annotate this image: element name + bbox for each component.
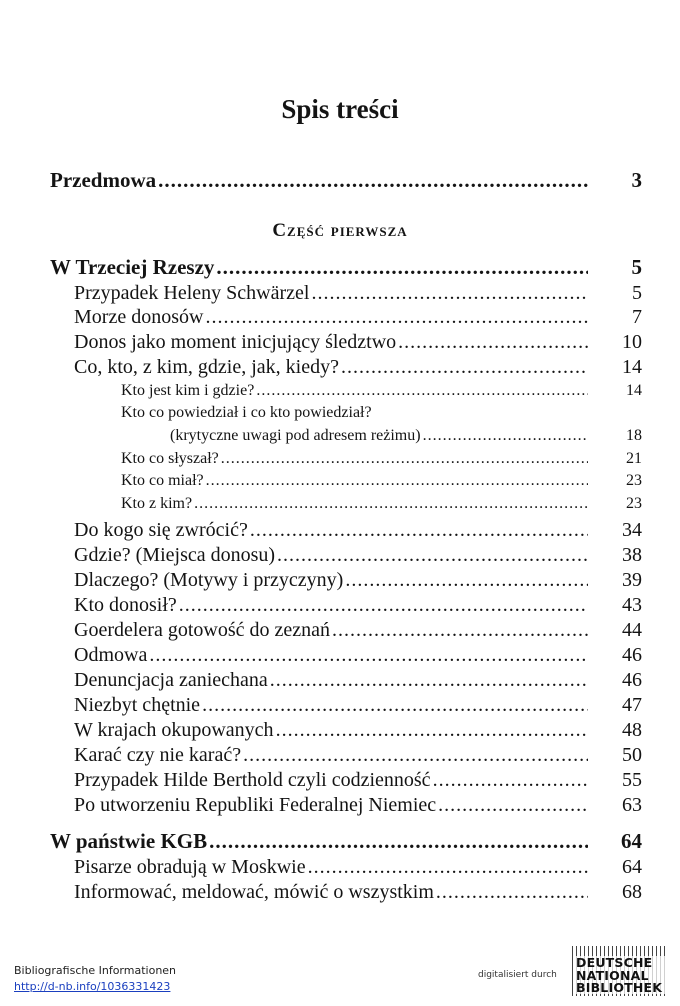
dot-leader [206,470,588,491]
dot-leader [205,305,588,330]
toc-entry[interactable] [74,693,642,718]
dnb-logo-line: NATIONAL [576,967,649,983]
toc-entry-title: W krajach okupowanych [74,719,274,741]
bibliographic-link[interactable]: http://d-nb.info/1036331423 [14,980,171,993]
toc-page-number: 18 [626,427,642,444]
toc-entry[interactable] [170,425,642,446]
dot-leader [202,693,588,718]
toc-entry[interactable] [74,855,642,880]
dot-leader [276,718,588,743]
toc-page-number: 64 [622,856,642,878]
dot-leader [179,593,588,618]
toc-page-number: 10 [622,331,642,353]
toc-page-number: 48 [622,719,642,741]
toc-entry-title: Kto co powiedział i co kto powiedział? [121,404,372,421]
toc-entry-title: W państwie KGB [50,829,208,853]
toc-entry[interactable] [50,254,642,280]
toc-page-number: 23 [626,472,642,489]
toc-entry[interactable] [74,668,642,693]
toc-page-number: 39 [622,569,642,591]
toc-entry[interactable] [74,618,642,643]
digitized-by-label: digitalisiert durch [478,970,557,980]
toc-entry-title: Denuncjacja zaniechana [74,669,268,691]
toc-page-number: 63 [622,794,642,816]
toc-entry[interactable] [121,380,642,401]
dot-leader [423,425,588,446]
toc-entry-title: Kto donosił? [74,594,177,616]
toc-entry[interactable] [74,305,642,330]
toc-entry-title: Karać czy nie karać? [74,744,242,766]
toc-entry-title: Odmowa [74,644,148,666]
dot-leader [250,518,588,543]
toc-page-number: 38 [622,544,642,566]
toc-entry[interactable] [50,828,642,854]
toc-entry-title: Po utworzeniu Republiki Federalnej Niemiec [74,794,437,816]
toc-entry[interactable] [121,448,642,469]
toc-entry-title: Pisarze obradują w Moskwie [74,856,306,878]
toc-entry-title: Goerdelera gotowość do zeznań [74,619,330,641]
toc-entry-title: Przypadek Hilde Berthold czyli codzienność [74,769,431,791]
toc-entry[interactable] [121,493,642,514]
dot-leader [256,380,588,401]
dnb-logo-line: DEUTSCHE [576,955,653,970]
toc-page-number: 46 [622,669,642,691]
toc-entry[interactable] [74,593,642,618]
bibliographic-info [14,963,176,995]
dnb-logo-text [576,957,662,995]
toc-page-number: 21 [626,450,642,467]
dot-leader [270,668,588,693]
toc-entry[interactable] [74,718,642,743]
dot-leader [438,793,588,818]
dot-leader [332,618,588,643]
dot-leader [398,330,588,355]
toc-entry[interactable] [74,355,642,380]
toc-entry-title: Kto co słyszał? [121,450,219,467]
toc-page-number: 3 [631,168,642,192]
toc-intro[interactable] [50,167,642,193]
toc-page-number: 46 [622,644,642,666]
toc-entry[interactable] [74,281,642,306]
toc-page-number: 34 [622,519,642,541]
toc-page-number: 14 [626,382,642,399]
toc-entry-title: Przedmowa [50,168,157,192]
dot-leader [311,281,588,306]
dot-leader [158,167,588,193]
toc-entry-title: Morze donosów [74,306,204,328]
toc-entry[interactable] [121,402,642,423]
dot-leader [209,828,588,854]
dot-leader [149,643,588,668]
toc-entry-title: (krytyczne uwagi pod adresem reżimu) [170,427,421,444]
toc-entry-title: Co, kto, z kim, gdzie, jak, kiedy? [74,356,339,378]
toc-page-number: 5 [632,282,642,304]
toc-entry[interactable] [74,768,642,793]
toc-page-number: 14 [622,356,642,378]
toc-page-number: 7 [632,306,642,328]
toc-entry-title: Do kogo się zwrócić? [74,519,248,541]
toc-page-number: 68 [622,881,642,903]
toc-page-number: 43 [622,594,642,616]
part-heading: Część pierwsza [272,220,408,241]
toc-entry[interactable] [74,568,642,593]
toc-entry-title: Kto jest kim i gdzie? [121,382,255,399]
dot-leader [216,254,588,280]
toc-page-number: 64 [621,829,642,853]
toc-entry-title: Donos jako moment inicjujący śledztwo [74,331,397,353]
toc-entry[interactable] [74,743,642,768]
toc-entry[interactable] [74,793,642,818]
dot-leader [308,855,588,880]
toc-entry-title: Gdzie? (Miejsca donosu) [74,544,276,566]
toc-page-number: 50 [622,744,642,766]
dnb-logo-line: BIBLIOTHEK [576,980,663,995]
dot-leader [345,568,588,593]
dot-leader [243,743,588,768]
dot-leader [433,768,588,793]
toc-entry-title: Kto z kim? [121,495,193,512]
toc-page-number: 5 [631,255,642,279]
toc-entry-title: Przypadek Heleny Schwärzel [74,282,310,304]
page-title: Spis treści [281,94,399,124]
toc-entry[interactable] [74,518,642,543]
toc-entry-title: Niezbyt chętnie [74,694,201,716]
toc-entry-title: Kto co miał? [121,472,204,489]
dot-leader [221,448,588,469]
toc-entry-title: W Trzeciej Rzeszy [50,255,215,279]
toc-entry[interactable] [74,880,642,905]
toc-entry[interactable] [74,643,642,668]
toc-entry-title: Dlaczego? (Motywy i przyczyny) [74,569,344,591]
toc-entry[interactable] [74,543,642,568]
dot-leader [277,543,588,568]
dot-leader [194,493,588,514]
toc-page-number: 55 [622,769,642,791]
toc-page-number: 47 [622,694,642,716]
toc-page-number: 44 [622,619,642,641]
toc-entry-title: Informować, meldować, mówić o wszystkim [74,881,434,903]
toc-entry[interactable] [121,470,642,491]
dot-leader [341,355,588,380]
bibliographic-label: Bibliografische Informationen [14,964,177,977]
toc-entry[interactable] [74,330,642,355]
dot-leader [436,880,588,905]
toc-page-number: 23 [626,495,642,512]
